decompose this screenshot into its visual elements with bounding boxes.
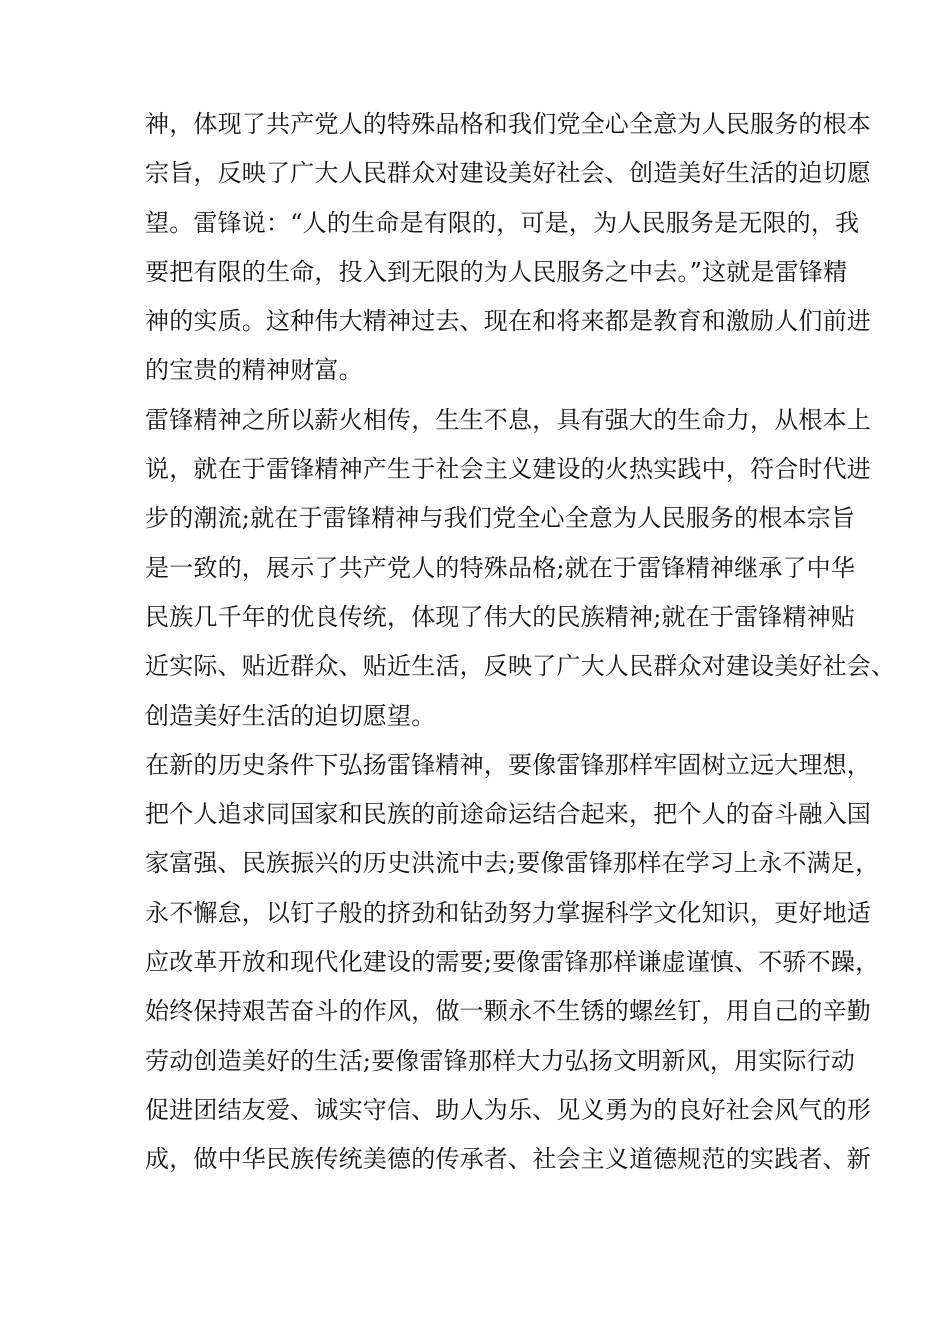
- paragraph-3: [145, 741, 880, 1185]
- text-line: 始终保持艰苦奋斗的作风，做一颗永不生锈的螺丝钉，用自己的辛勤: [145, 997, 871, 1026]
- text-line: 雷锋精神之所以薪火相传，生生不息，具有强大的生命力，从根本上: [145, 405, 871, 434]
- text-line: 的宝贵的精神财富。: [145, 356, 363, 385]
- text-line: 创造美好生活的迫切愿望。: [145, 701, 436, 730]
- paragraph-2: [145, 396, 896, 741]
- text-line: 促进团结友爱、诚实守信、助人为乐、见义勇为的良好社会风气的形: [145, 1095, 871, 1124]
- text-line: 应改革开放和现代化建设的需要;要像雷锋那样谦虚谨慎、不骄不躁，: [145, 948, 880, 977]
- text-line: 劳动创造美好的生活;要像雷锋那样大力弘扬文明新风，用实际行动: [145, 1046, 856, 1075]
- text-line: 把个人追求同国家和民族的前途命运结合起来，把个人的奋斗融入国: [145, 800, 871, 829]
- paragraph-1: [145, 100, 871, 396]
- text-line: 永不懈怠，以钉子般的挤劲和钻劲努力掌握科学文化知识，更好地适: [145, 898, 871, 927]
- text-line: 家富强、民族振兴的历史洪流中去;要像雷锋那样在学习上永不满足，: [145, 849, 880, 878]
- text-line: 在新的历史条件下弘扬雷锋精神，要像雷锋那样牢固树立远大理想，: [145, 750, 871, 779]
- document-body: [145, 100, 896, 1185]
- text-line: 成，做中华民族传统美德的传承者、社会主义道德规范的实践者、新: [145, 1145, 871, 1174]
- text-line: 望。雷锋说：“人的生命是有限的，可是，为人民服务是无限的，我: [145, 208, 860, 237]
- text-line: 民族几千年的优良传统，体现了伟大的民族精神;就在于雷锋精神贴: [145, 602, 856, 631]
- text-line: 说，就在于雷锋精神产生于社会主义建设的火热实践中，符合时代进: [145, 455, 871, 484]
- text-line: 步的潮流;就在于雷锋精神与我们党全心全意为人民服务的根本宗旨: [145, 504, 856, 533]
- text-line: 神的实质。这种伟大精神过去、现在和将来都是教育和激励人们前进: [145, 307, 871, 336]
- text-line: 要把有限的生命，投入到无限的为人民服务之中去。”这就是雷锋精: [145, 257, 848, 286]
- text-line: 宗旨，反映了广大人民群众对建设美好社会、创造美好生活的迫切愿: [145, 159, 871, 188]
- text-line: 近实际、贴近群众、贴近生活，反映了广大人民群众对建设美好社会、: [145, 652, 896, 681]
- text-line: 是一致的，展示了共产党人的特殊品格;就在于雷锋精神继承了中华: [145, 553, 856, 582]
- text-line: 神，体现了共产党人的特殊品格和我们党全心全意为人民服务的根本: [145, 110, 871, 138]
